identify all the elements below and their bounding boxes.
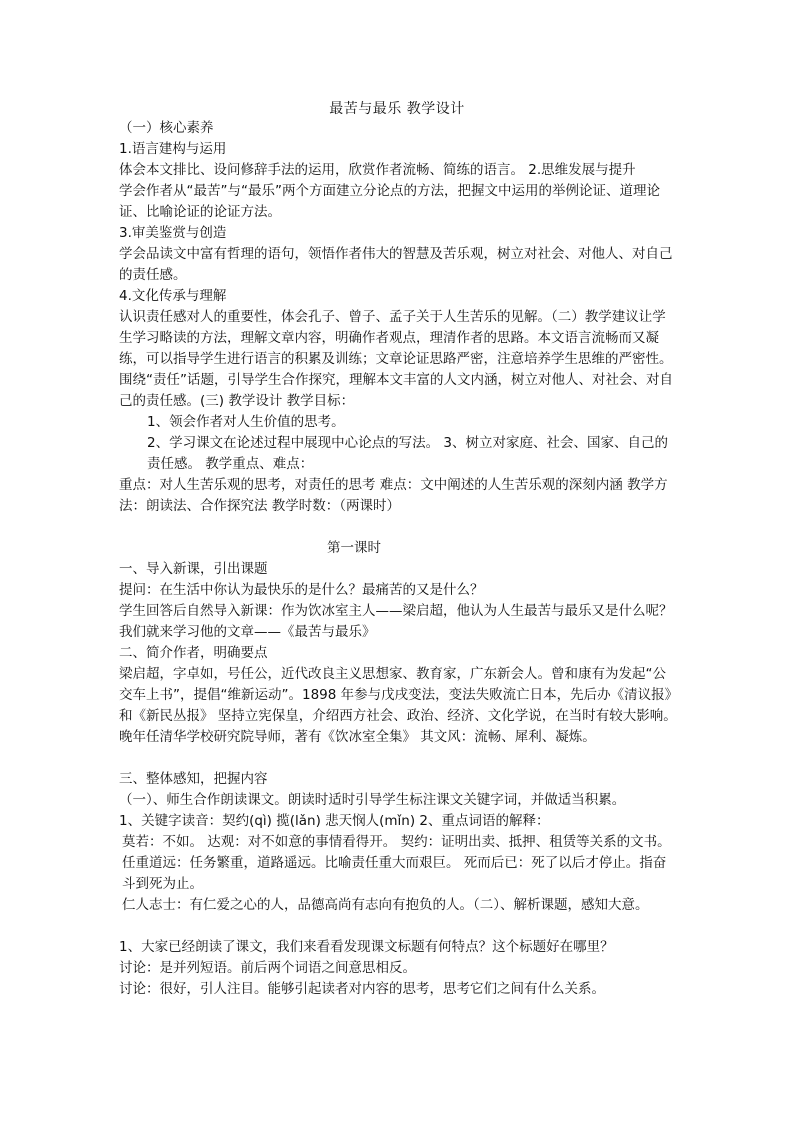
paragraph: 体会本文排比、设问修辞手法的运用，欣赏作者流畅、简练的语言。 2.思维发展与提升 xyxy=(119,162,636,178)
paragraph: （一）、师生合作朗读课文。朗读时适时引导学生标注课文关键字词，并做适当积累。 xyxy=(119,792,626,808)
subsection-heading: 1.语言建构与运用 xyxy=(119,141,227,157)
paragraph: 认识责任感对人的重要性，体会孔子、曾子、孟子关于人生苦乐的见解。（二）教学建议让学生学习略读的方法，理解文章内容，明确作者观点，理清作者的思路。本文语言流畅而又凝练，可以指导学生进行语言的积累及训练；文章论证思路严密，注意培养学生思维的严密性。围绕“责任”话题，引导学生合作探究，理解本文丰富的人文内涵，树立对他人、对社会、对自己的责任感。(三) 教学设计 教学目标： xyxy=(119,309,673,409)
spacer xyxy=(119,517,679,538)
subsection-heading: 3.审美鉴赏与创造 xyxy=(119,225,227,241)
vocabulary-item: 莫若：不如。 达观：对不如意的事情看得开。 契约：证明出卖、抵押、租赁等关系的文书。 xyxy=(122,834,671,850)
vocabulary-item: 任重道远：任务繁重，道路遥远。比喻责任重大而艰巨。 死而后已：死了以后才停止。指奋斗到死为止。 xyxy=(122,855,667,892)
section-heading: 二、简介作者，明确要点 xyxy=(119,645,268,661)
paragraph: 讨论：是并列短语。前后两个词语之间意思相反。 xyxy=(119,960,416,976)
paragraph: 1、关键字读音：契约(qì) 揽(lǎn) 悲天悯人(mǐn) 2、重点词语的解释： xyxy=(119,813,550,829)
section-heading: （一）核心素养 xyxy=(119,120,214,136)
section-heading: 三、整体感知，把握内容 xyxy=(119,771,268,787)
subsection-heading: 4.文化传承与理解 xyxy=(119,288,227,304)
section-heading: 一、导入新课，引出课题 xyxy=(119,561,268,577)
paragraph: 学生回答后自然导入新课：作为饮冰室主人——梁启超，他认为人生最苦与最乐又是什么呢？我们就来学习他的文章——《最苦与最乐》 xyxy=(119,603,673,640)
document-body xyxy=(119,118,679,1000)
paragraph: 梁启超，字卓如，号任公，近代改良主义思想家、教育家，广东新会人。曾和康有为发起“公交车上书”，提倡“维新运动”。1898 年参与戊戌变法，变法失败流亡日本，先后办《清议报》和《新民丛报》 坚持立宪保皇，介绍西方社会、政治、经济、文化学说，在当时有较大影响。晚年任清华学校研究院导师，著有《饮冰室全集》 其文风：流畅、犀利、凝炼。 xyxy=(119,666,679,745)
lesson-heading: 第一课时 xyxy=(327,540,381,556)
spacer xyxy=(119,748,679,769)
paragraph: 提问：在生活中你认为最快乐的是什么？最痛苦的又是什么？ xyxy=(119,582,484,598)
spacer xyxy=(119,916,679,937)
paragraph: 讨论：很好，引人注目。能够引起读者对内容的思考，思考它们之间有什么关系。 xyxy=(119,981,605,997)
objective-item: 1、领会作者对人生价值的思考。 xyxy=(147,414,345,430)
objective-item: 2、学习课文在论述过程中展现中心论点的写法。 3、树立对家庭、社会、国家、自己的责任感。 教学重点、难点： xyxy=(147,435,668,472)
paragraph: 1、大家已经朗读了课文，我们来看看发现课文标题有何特点？这个标题好在哪里？ xyxy=(119,939,614,955)
vocabulary-item: 仁人志士：有仁爱之心的人，品德高尚有志向有抱负的人。（二）、解析课题，感知大意。 xyxy=(122,897,649,913)
paragraph: 重点：对人生苦乐观的思考，对责任的思考 难点：文中阐述的人生苦乐观的深刻内涵 教学方法：朗读法、合作探究法 教学时数：（两课时） xyxy=(119,477,668,514)
paragraph: 学会品读文中富有哲理的语句，领悟作者伟大的智慧及苦乐观，树立对社会、对他人、对自己的责任感。 xyxy=(119,246,673,283)
paragraph: 学会作者从“最苦”与“最乐”两个方面建立分论点的方法，把握文中运用的举例论证、道理论证、比喻论证的论证方法。 xyxy=(119,183,660,220)
document-title: 最苦与最乐 教学设计 xyxy=(329,101,465,117)
